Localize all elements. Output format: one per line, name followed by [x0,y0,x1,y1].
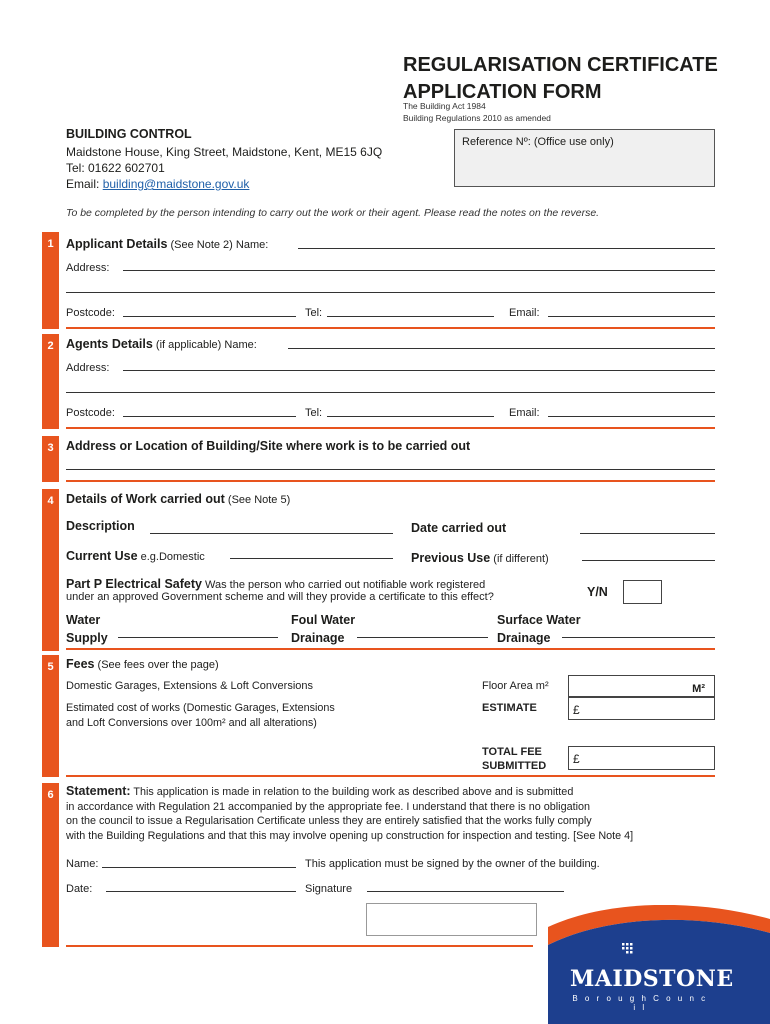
divider [66,775,715,777]
name-field[interactable] [102,867,296,868]
form-title: REGULARISATION CERTIFICATE APPLICATION FORM [403,54,718,103]
name-label: Name: [66,858,99,870]
current-use-field[interactable] [230,558,393,559]
agent-postcode-field[interactable] [123,416,296,417]
previous-use-label: Previous Use (if different) [411,551,549,565]
agent-tel-field[interactable] [327,416,494,417]
foul-water-field[interactable] [357,637,488,638]
site-address-field[interactable] [66,469,715,470]
divider [66,945,533,947]
reference-box: Reference Nº: (Office use only) [454,129,715,187]
foul-water-label: Foul Water Drainage [291,613,356,645]
logo-subtext: B o r o u g h C o u n c i l [572,994,708,1012]
section-2-heading: Agents Details (if applicable) Name: [66,337,257,351]
applicant-address-field-2[interactable] [66,292,715,293]
section-6-number: 6 [42,783,59,947]
agent-address-label: Address: [66,362,110,374]
applicant-tel-label: Tel: [305,307,323,319]
surface-water-label: Surface Water Drainage [497,613,581,645]
applicant-postcode-field[interactable] [123,316,296,317]
section-1-number: 1 [42,232,59,329]
section-5-number: 5 [42,655,59,777]
signature-box[interactable] [366,903,537,936]
description-field[interactable] [150,533,393,534]
section-4-number: 4 [42,489,59,651]
agent-email-field[interactable] [548,416,715,417]
applicant-email-label: Email: [509,307,540,319]
act-text: The Building Act 1984 [403,101,486,111]
bc-tel: Tel: 01622 602701 [66,161,165,175]
section-3-number: 3 [42,436,59,482]
estimated-cost-label: Estimated cost of works (Domestic Garages, Extensions and Loft Conversions over 100m² and all alterations) [66,702,335,729]
estimate-label: ESTIMATE [482,702,537,714]
section-1-heading: Applicant Details (See Note 2) Name: [66,237,269,251]
applicant-name-field[interactable] [298,248,715,249]
logo-text: MAIDSTONE [570,966,734,992]
owner-note: This application must be signed by the owner of the building. [305,858,600,870]
bc-email: Email: building@maidstone.gov.uk [66,177,250,191]
applicant-email-field[interactable] [548,316,715,317]
yn-label: Y/N [587,585,608,599]
agent-name-field[interactable] [288,348,715,349]
applicant-tel-field[interactable] [327,316,494,317]
section-5-heading: Fees (See fees over the page) [66,657,219,671]
bc-address: Maidstone House, King Street, Maidstone, Kent, ME15 6JQ [66,145,383,159]
signature-label: Signature [305,883,353,895]
floor-area-label: Floor Area m² [482,680,549,692]
agent-postcode-label: Postcode: [66,407,115,419]
statement-text: Statement: This application is made in relation to the building work as described above and is submitted in accordance with Regulation 21 accompanied by the appropriate fee. I understand that there is no obligation on the council to issue a Regularisation Certificate unless they are entirely satisfied that the works fully comply with the Building Regulations and that this may involve opening up construction for inspection and testing. [See Note 4] [66,784,634,842]
surface-water-field[interactable] [562,637,715,638]
floor-area-input[interactable]: M² [568,675,715,697]
date-carried-out-label: Date carried out [411,521,507,535]
current-use-label: Current Use e.g.Domestic [66,549,205,563]
agent-address-field[interactable] [123,370,715,371]
total-fee-label: TOTAL FEE SUBMITTED [482,746,547,772]
part-p-label: Part P Electrical Safety Was the person who carried out notifiable work registered [66,577,486,591]
yn-input-box[interactable] [623,580,662,604]
water-supply-field[interactable] [118,637,278,638]
date-field[interactable] [106,891,296,892]
agent-address-field-2[interactable] [66,392,715,393]
date-carried-out-field[interactable] [580,533,715,534]
section-3-heading: Address or Location of Building/Site where work is to be carried out [66,439,471,453]
previous-use-field[interactable] [582,560,715,561]
water-supply-label: Water Supply [66,613,108,645]
signature-line[interactable] [367,891,564,892]
regs-text: Building Regulations 2010 as amended [403,113,551,123]
email-link[interactable]: building@maidstone.gov.uk [102,177,250,191]
intro-text: To be completed by the person intending to carry out the work or their agent. Please read the notes on the reverse. [66,207,600,219]
applicant-address-field[interactable] [123,270,715,271]
estimate-input[interactable]: £ [568,697,715,720]
applicant-address-label: Address: [66,262,110,274]
divider [66,427,715,429]
total-fee-input[interactable]: £ [568,746,715,770]
divider [66,648,715,650]
description-label: Description [66,519,135,533]
agent-email-label: Email: [509,407,540,419]
domestic-fees-label: Domestic Garages, Extensions & Loft Conversions [66,680,314,692]
applicant-postcode-label: Postcode: [66,307,115,319]
building-control-heading: BUILDING CONTROL [66,127,192,141]
section-2-number: 2 [42,334,59,429]
agent-tel-label: Tel: [305,407,323,419]
part-p-question: under an approved Government scheme and will they provide a certificate to this effect? [66,591,494,603]
section-4-heading: Details of Work carried out (See Note 5) [66,492,291,506]
divider [66,480,715,482]
divider [66,327,715,329]
date-label: Date: [66,883,93,895]
